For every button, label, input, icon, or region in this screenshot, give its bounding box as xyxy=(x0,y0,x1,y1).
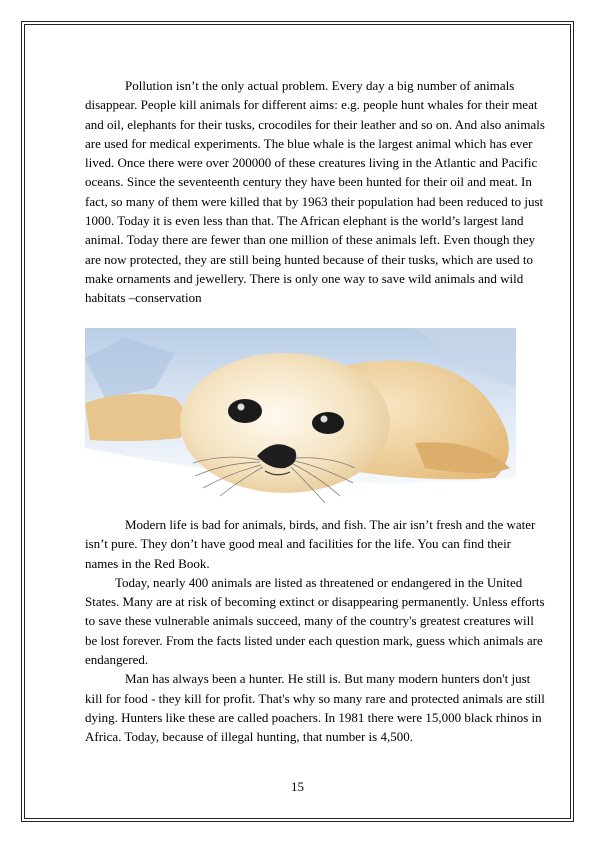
seal-pup-photo xyxy=(85,328,516,513)
text-block-top xyxy=(85,76,545,308)
paragraph-endangered-us: Today, nearly 400 animals are listed as threatened or endangered in the United States. Many are at risk of becoming extinct or disappearing permanently. Unless efforts to save these vulnerable animals succeed, many of the country's greatest creatures will be lost forever. From the facts listed under each question mark, guess which animals are endangered. xyxy=(85,574,545,668)
text-block-bottom xyxy=(85,515,545,747)
paragraph-modern-life: Modern life is bad for animals, birds, and fish. The air isn’t fresh and the water isn’t pure. They don’t have good meal and facilities for the life. You can find their names in the Red Book. xyxy=(85,517,536,571)
seal-pup-image xyxy=(85,328,516,513)
page-number: 15 xyxy=(291,779,304,794)
paragraph-pollution: Pollution isn’t the only actual problem. Every day a big number of animals disappear. People kill animals for different aims: e.g. people hunt whales for their meat and oil, elephants for their tusks, crocodiles for their leather and so on. And also animals are used for medical experiments. The blue whale is the largest animal which has ever lived. Once there were over 200000 of these creatures living in the Atlantic and Pacific oceans. Since the seventeenth century they have been hunted for their oil and meat. In fact, so many of them were killed that by 1963 their population had been reduced to just 1000. Today it is even less than that. The African elephant is the world’s largest land animal. Today there are fewer than one million of these animals left. Even though they are now protected, they are still being hunted because of their tusks, which are used to make ornaments and jewellery. There is only one way to save wild animals and wild habitats –conservation xyxy=(85,78,545,306)
paragraph-poachers: Man has always been a hunter. He still is. But many modern hunters don't just kill for food - they kill for profit. That's why so many rare and protected animals are still dying. Hunters like these are called poachers. In 1981 there were 15,000 black rhinos in Africa. Today, because of illegal hunting, that number is 4,500. xyxy=(85,671,545,745)
